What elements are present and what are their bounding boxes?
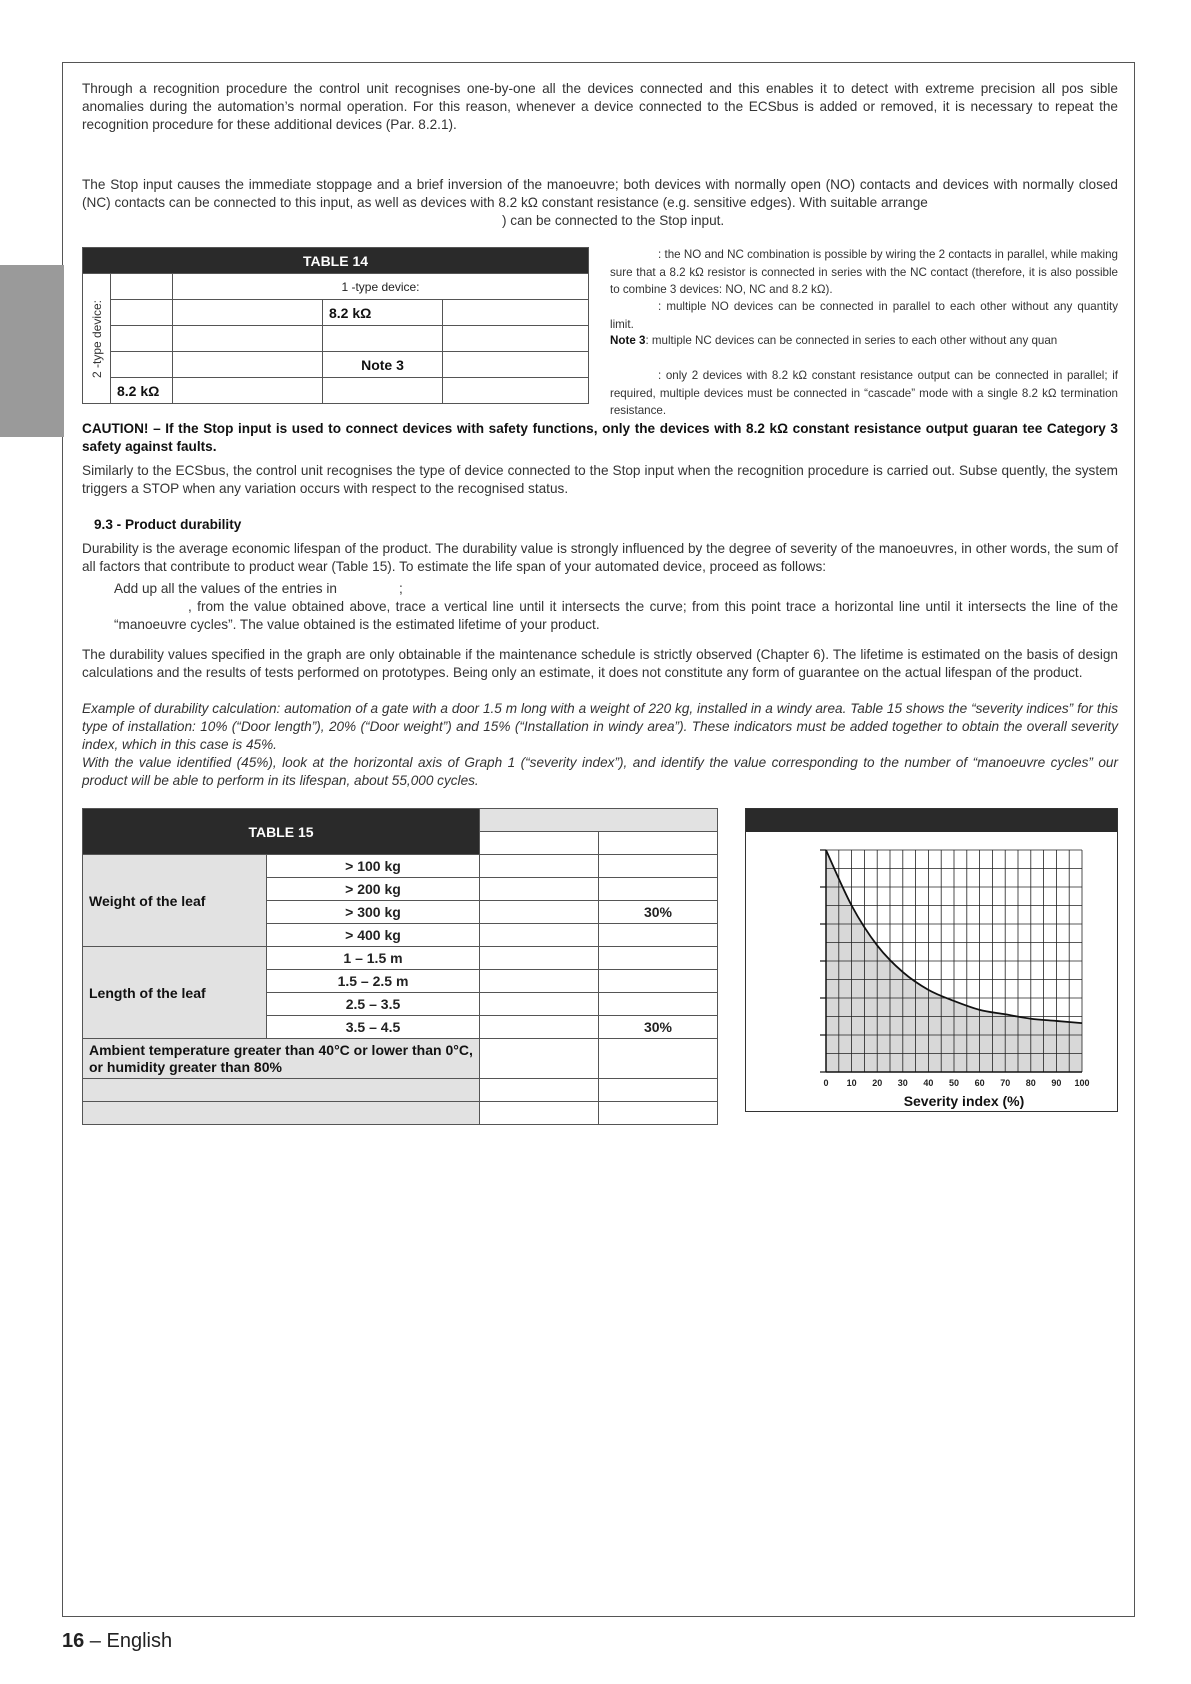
table-14-row-label: 2 -type device: <box>83 274 111 404</box>
table-15 <box>82 808 718 1125</box>
length-row: 1.5 – 2.5 m <box>267 970 480 993</box>
table-15-title: TABLE 15 <box>83 809 480 855</box>
x-tick-label: 50 <box>948 1078 960 1088</box>
table-14-title: TABLE 14 <box>83 248 589 274</box>
graph-header <box>746 809 1117 832</box>
similarly-paragraph: Similarly to the ECSbus, the control unit recognises the type of device connected to the Stop input when the recognition procedure is carried out. Subse quently, the system triggers a STOP when any variation occurs with respect to the recognised status. <box>82 463 1118 496</box>
note-4: : only 2 devices with 8.2 kΩ constant resistance output can be connected in parallel; if required, multiple devices must be connected in “cascade” mode with a single 8.2 kΩ termination resistance. <box>610 369 1118 418</box>
x-tick-label: 70 <box>1000 1078 1011 1088</box>
intro-paragraph: Through a recognition procedure the control unit recognises one-by-one all the devices connected and this enables it to detect with extreme precision all pos sible anomalies during the automation’s normal operation. For this reason, whenever a device connected to the ECSbus is added or removed, it is necessary to repeat the recognition procedure for these additional devices (Par. 8.2.1). <box>82 81 1118 132</box>
x-tick-label: 40 <box>923 1078 934 1088</box>
durability-paragraph: Durability is the average economic lifespan of the product. The durability value is strongly influenced by the degree of severity of the manoeuvres, in other words, the sum of all factors that contribute to product wear (Table 15). To estimate the life span of your automated device, proceed as follows: <box>82 541 1118 574</box>
x-tick-label: 20 <box>872 1078 883 1088</box>
weight-pct: 30% <box>599 901 718 924</box>
length-row: 2.5 – 3.5 <box>267 993 480 1016</box>
x-tick-label: 80 <box>1025 1078 1036 1088</box>
durability-chart <box>746 832 1116 1110</box>
page-footer: 16 – English <box>62 1630 173 1652</box>
section-heading: 9.3 - Product durability <box>94 517 242 532</box>
ambient-label: Ambient temperature greater than 40°C or lower than 0°C, or humidity greater than 80% <box>83 1039 480 1079</box>
note-3: Note 3: multiple NC devices can be connected in series to each other without any quan <box>610 334 1058 347</box>
step-2: , from the value obtained above, trace a vertical line until it intersects the curve; from this point trace a horizontal line until it intersects the line of the “manoeuvre cycles”. The value obtained is the estimated lifetime of your product. <box>114 599 1118 632</box>
side-tab <box>0 265 64 437</box>
weight-row: > 300 kg <box>267 901 480 924</box>
note-1: : the NO and NC combination is possible by wiring the 2 contacts in parallel, while making sure that a 8.2 kΩ resistor is connected in series with the NC contact (therefore, it is also possible to combine 3 devices: NO, NC and 8.2 kΩ). <box>610 248 1118 297</box>
x-tick-label: 0 <box>823 1078 829 1088</box>
length-row: 1 – 1.5 m <box>267 947 480 970</box>
length-pct: 30% <box>599 1016 718 1039</box>
language-label: English <box>106 1630 173 1652</box>
step-1: Add up all the values of the entries in ; <box>114 581 403 596</box>
example-paragraph-2: With the value identified (45%), look at the horizontal axis of Graph 1 (“severity index”), and identify the value corresponding to the number of “manoeuvre cycles” our product will be able to perform in its lifespan, about 55,000 cycles. <box>82 755 1118 788</box>
length-row: 3.5 – 4.5 <box>267 1016 480 1039</box>
durability-note: The durability values specified in the graph are only obtainable if the maintenance schedule is strictly observed (Chapter 6). The lifetime is estimated on the basis of design calculations and the results of tests performed on prototypes. Being only an estimate, it does not constitute any form of guarantee on the actual lifespan of the product. <box>82 647 1118 680</box>
table-14-note3: Note 3 <box>323 352 443 378</box>
x-tick-label: 60 <box>974 1078 985 1088</box>
table-14-header: 1 -type device: <box>173 274 589 300</box>
weight-row: > 200 kg <box>267 878 480 901</box>
weight-row: > 100 kg <box>267 855 480 878</box>
table-14-cell-82k: 8.2 kΩ <box>323 300 443 326</box>
x-tick-label: 10 <box>846 1078 857 1088</box>
x-tick-label: 30 <box>897 1078 908 1088</box>
x-axis-label: Severity index (%) <box>903 1093 1025 1109</box>
caution-text: CAUTION! – If the Stop input is used to connect devices with safety functions, only the devices with 8.2 kΩ constant resistance output guaran tee Category 3 safety against faults. <box>82 421 1118 454</box>
page-number: 16 <box>62 1630 85 1652</box>
table-14-cell-82k-b: 8.2 kΩ <box>111 378 173 404</box>
length-label: Length of the leaf <box>83 947 267 1039</box>
x-tick-label: 90 <box>1051 1078 1062 1088</box>
stop-input-paragraph: The Stop input causes the immediate stoppage and a brief inversion of the manoeuvre; both devices with normally open (NO) contacts and devices with normally closed (NC) contacts can be connected to this input, as well as devices with 8.2 kΩ constant resistance (e.g. sensitive edges). With suitable arrange ) can be connected to the Stop input. <box>82 177 1118 228</box>
graph-1 <box>745 808 1118 1112</box>
x-tick-label: 100 <box>1074 1078 1090 1088</box>
note-2: : multiple NO devices can be connected in parallel to each other without any quantity limit. <box>610 300 1118 331</box>
weight-label: Weight of the leaf <box>83 855 267 947</box>
table-14 <box>82 247 589 404</box>
weight-row: > 400 kg <box>267 924 480 947</box>
example-paragraph: Example of durability calculation: automation of a gate with a door 1.5 m long with a weight of 220 kg, installed in a windy area. Table 15 shows the “severity indices” for this type of installation: 10% (“Door length”), 20% (“Door weight”) and 15% (“Installation in windy area”). These indicators must be added together to obtain the overall severity index, which in this case is 45%. <box>82 701 1118 752</box>
